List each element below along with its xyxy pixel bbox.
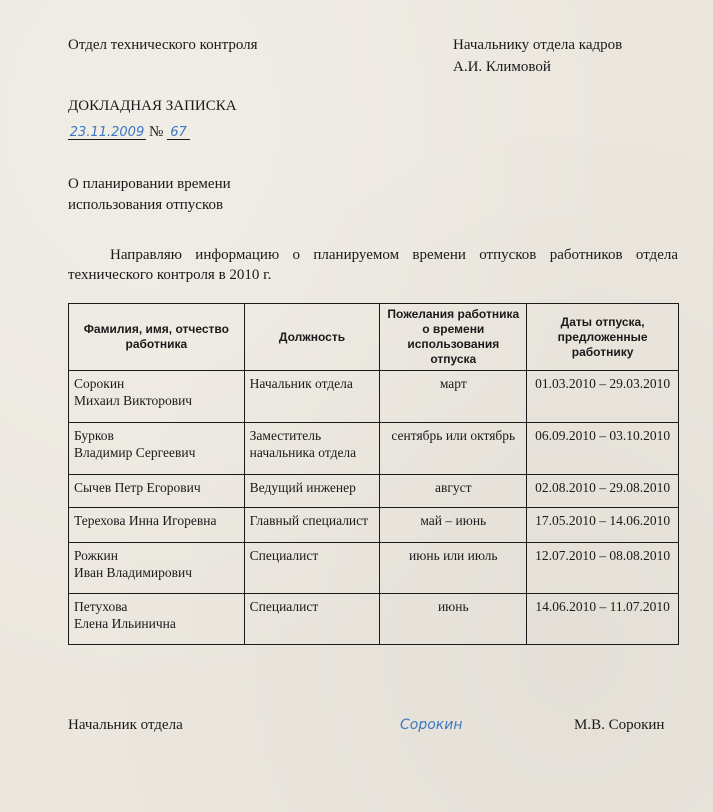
- cell-employee-name-text: Иван Владимирович: [74, 565, 193, 580]
- handwritten-signature: Сорокин: [400, 717, 463, 733]
- table-row: [69, 594, 679, 645]
- table-body: [69, 371, 679, 645]
- table-header-row: [69, 304, 679, 371]
- addressee-name: А.И. Климовой: [453, 59, 551, 75]
- cell-employee-name-text: Владимир Сергеевич: [74, 445, 196, 460]
- cell-wish-text: август: [435, 480, 472, 495]
- cell-position: [244, 423, 380, 475]
- subject-line-2: использования отпусков: [68, 197, 224, 213]
- cell-employee-name-text: Елена Ильинична: [74, 616, 176, 631]
- cell-position: [244, 508, 380, 543]
- header-position: Должность: [244, 304, 380, 371]
- table-row: [69, 371, 679, 423]
- cell-wish-text: июнь или июль: [409, 548, 498, 563]
- cell-employee-name: [69, 543, 245, 594]
- cell-position-text: начальника отдела: [249, 445, 357, 460]
- cell-position-text: Главный специалист: [249, 513, 369, 528]
- cell-position-text: Специалист: [249, 548, 319, 563]
- cell-wish-text: июнь: [437, 599, 469, 614]
- cell-dates: [527, 543, 679, 594]
- cell-dates-text: 12.07.2010 – 08.08.2010: [535, 548, 671, 563]
- cell-employee-name-text: Сычев Петр Егорович: [74, 480, 201, 495]
- cell-position-text: Специалист: [249, 599, 319, 614]
- signature-position: Начальник отдела: [68, 717, 183, 733]
- number-sign: №: [149, 124, 164, 140]
- cell-position-text: Заместитель: [249, 428, 322, 443]
- cell-employee-name: [69, 594, 245, 645]
- cell-wish: [380, 543, 527, 594]
- cell-employee-name-text: Петухова: [74, 599, 128, 614]
- cell-employee-name-text: Михаил Викторович: [74, 393, 193, 408]
- cell-wish: [380, 371, 527, 423]
- cell-dates-text: 17.05.2010 – 14.06.2010: [535, 513, 671, 528]
- cell-position: [244, 543, 380, 594]
- cell-wish: [380, 423, 527, 475]
- cell-dates: [527, 423, 679, 475]
- department-name: Отдел технического контроля: [68, 37, 258, 53]
- cell-dates-text: 01.03.2010 – 29.03.2010: [535, 376, 671, 391]
- addressee-title: Начальнику отдела кадров: [453, 37, 623, 53]
- cell-employee-name-text: Рожкин: [74, 548, 118, 563]
- table-row: [69, 543, 679, 594]
- cell-position-text: Начальник отдела: [249, 376, 353, 391]
- number-field: [167, 123, 190, 140]
- cell-position: [244, 475, 380, 508]
- table-row: [69, 508, 679, 543]
- cell-employee-name-text: Бурков: [74, 428, 114, 443]
- cell-employee-name: [69, 475, 245, 508]
- cell-employee-name: [69, 423, 245, 475]
- cell-dates: [527, 594, 679, 645]
- table-row: [69, 423, 679, 475]
- header-dates: Даты отпуска, предложенные работнику: [527, 304, 679, 371]
- cell-wish: [380, 508, 527, 543]
- cell-position: [244, 371, 380, 423]
- handwritten-date: 23.11.2009: [69, 125, 145, 140]
- cell-wish-text: март: [439, 376, 467, 391]
- date-field: [68, 123, 146, 140]
- handwritten-number: 67: [170, 125, 187, 140]
- cell-wish-text: май – июнь: [420, 513, 487, 528]
- cell-employee-name: [69, 508, 245, 543]
- cell-dates-text: 06.09.2010 – 03.10.2010: [535, 428, 671, 443]
- body-paragraph: Направляю информацию о планируемом времени отпусков работников отдела технического контроля в 2010 г.: [68, 247, 678, 283]
- signatory-name: М.В. Сорокин: [574, 717, 665, 733]
- cell-dates-text: 02.08.2010 – 29.08.2010: [535, 480, 671, 495]
- cell-dates-text: 14.06.2010 – 11.07.2010: [535, 599, 670, 614]
- cell-wish-text: сентябрь или октябрь: [391, 428, 516, 443]
- cell-wish: [380, 594, 527, 645]
- cell-dates: [527, 371, 679, 423]
- cell-employee-name: [69, 371, 245, 423]
- document-type-title: ДОКЛАДНАЯ ЗАПИСКА: [68, 98, 237, 114]
- cell-employee-name-text: Сорокин: [74, 376, 125, 391]
- cell-position-text: Ведущий инженер: [249, 480, 356, 495]
- header-wish: Пожелания работника о времени использования отпуска: [380, 304, 527, 371]
- cell-dates: [527, 508, 679, 543]
- cell-wish: [380, 475, 527, 508]
- subject-line-1: О планировании времени: [68, 176, 231, 192]
- cell-employee-name-text: Терехова Инна Игоревна: [74, 513, 217, 528]
- cell-position: [244, 594, 380, 645]
- table-row: [69, 475, 679, 508]
- vacation-table: [68, 303, 679, 645]
- cell-dates: [527, 475, 679, 508]
- header-name: Фамилия, имя, отчество работника: [69, 304, 245, 371]
